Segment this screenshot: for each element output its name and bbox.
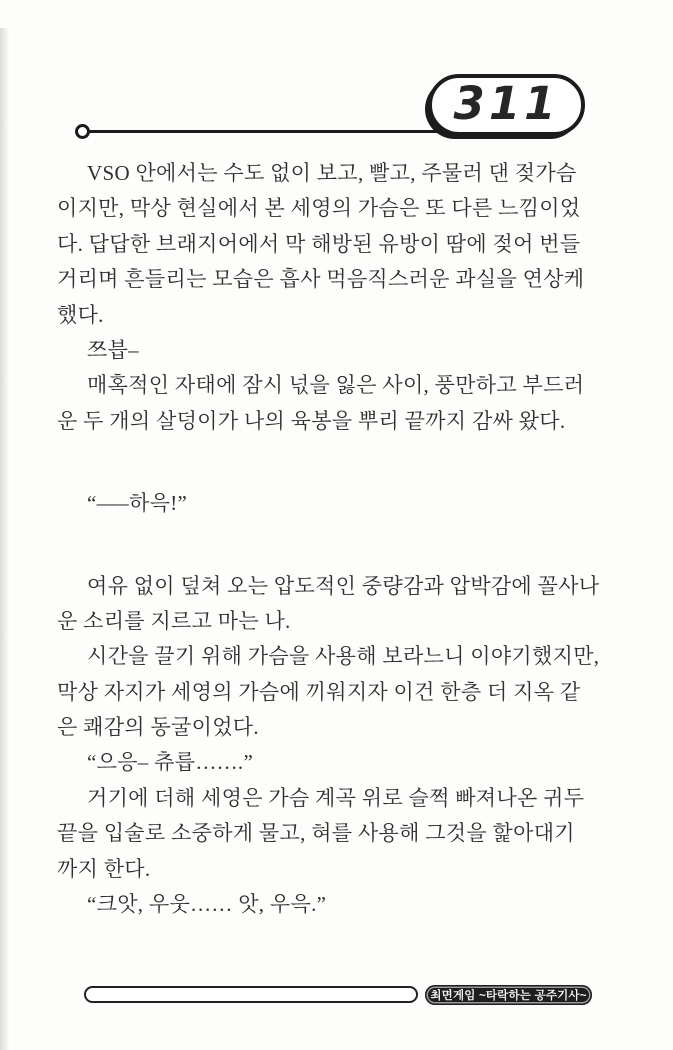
text-line: 시간을 끌기 위해 가슴을 사용해 보라느니 이야기했지만, <box>87 644 600 669</box>
text-line: 다. 답답한 브래지어에서 막 해방된 유방이 땀에 젖어 번들 <box>57 231 581 256</box>
text-line: 은 쾌감의 동굴이었다. <box>57 715 259 740</box>
page-number: 311 <box>453 76 560 130</box>
text-line: VSO 안에서는 수도 없이 보고, 빨고, 주물러 댄 젖가슴 <box>87 161 577 185</box>
text-line: 했다. <box>57 302 104 327</box>
text-line: 매혹적인 자태에 잠시 넋을 잃은 사이, 풍만하고 부드러 <box>87 373 585 398</box>
text-line: 까지 한다. <box>57 856 151 881</box>
text-line: 끝을 입술로 소중하게 물고, 혀를 사용해 그것을 핥아대기 <box>57 821 575 846</box>
page-number-badge <box>428 74 585 136</box>
text-line: 여유 없이 덮쳐 오는 압도적인 중량감과 압박감에 꼴사나 <box>87 573 600 598</box>
text-line: 운 두 개의 살덩이가 나의 육봉을 뿌리 끝까지 감싸 왔다. <box>57 408 566 433</box>
page-edge-shadow <box>0 28 11 1050</box>
body-text <box>57 156 619 922</box>
text-line: 운 소리를 지르고 마는 나. <box>57 608 291 633</box>
text-line: “–––하윽!” <box>87 491 188 516</box>
text-line: 거기에 더해 세영은 가슴 계곡 위로 슬쩍 빠져나온 귀두 <box>87 785 585 810</box>
book-title: 최면게임 ~타락하는 공주기사~ <box>430 990 587 1002</box>
text-line: 이지만, 막상 현실에서 본 세영의 가슴은 또 다른 느낌이었 <box>57 196 581 221</box>
footer-rule-pill <box>84 986 418 1003</box>
text-line: 쯔븝– <box>87 337 139 362</box>
book-title-badge <box>425 985 592 1005</box>
text-line: “크앗, 우웃…… 앗, 우윽.” <box>87 892 327 917</box>
header-rule <box>87 130 442 133</box>
text-line: 거리며 흔들리는 모습은 흡사 먹음직스러운 과실을 연상케 <box>57 267 585 292</box>
text-line <box>57 439 619 486</box>
text-line <box>57 522 619 569</box>
text-line: “으응– 츄릅…….” <box>87 750 254 775</box>
text-line: 막상 자지가 세영의 가슴에 끼워지자 이건 한층 더 지옥 같 <box>57 679 581 704</box>
